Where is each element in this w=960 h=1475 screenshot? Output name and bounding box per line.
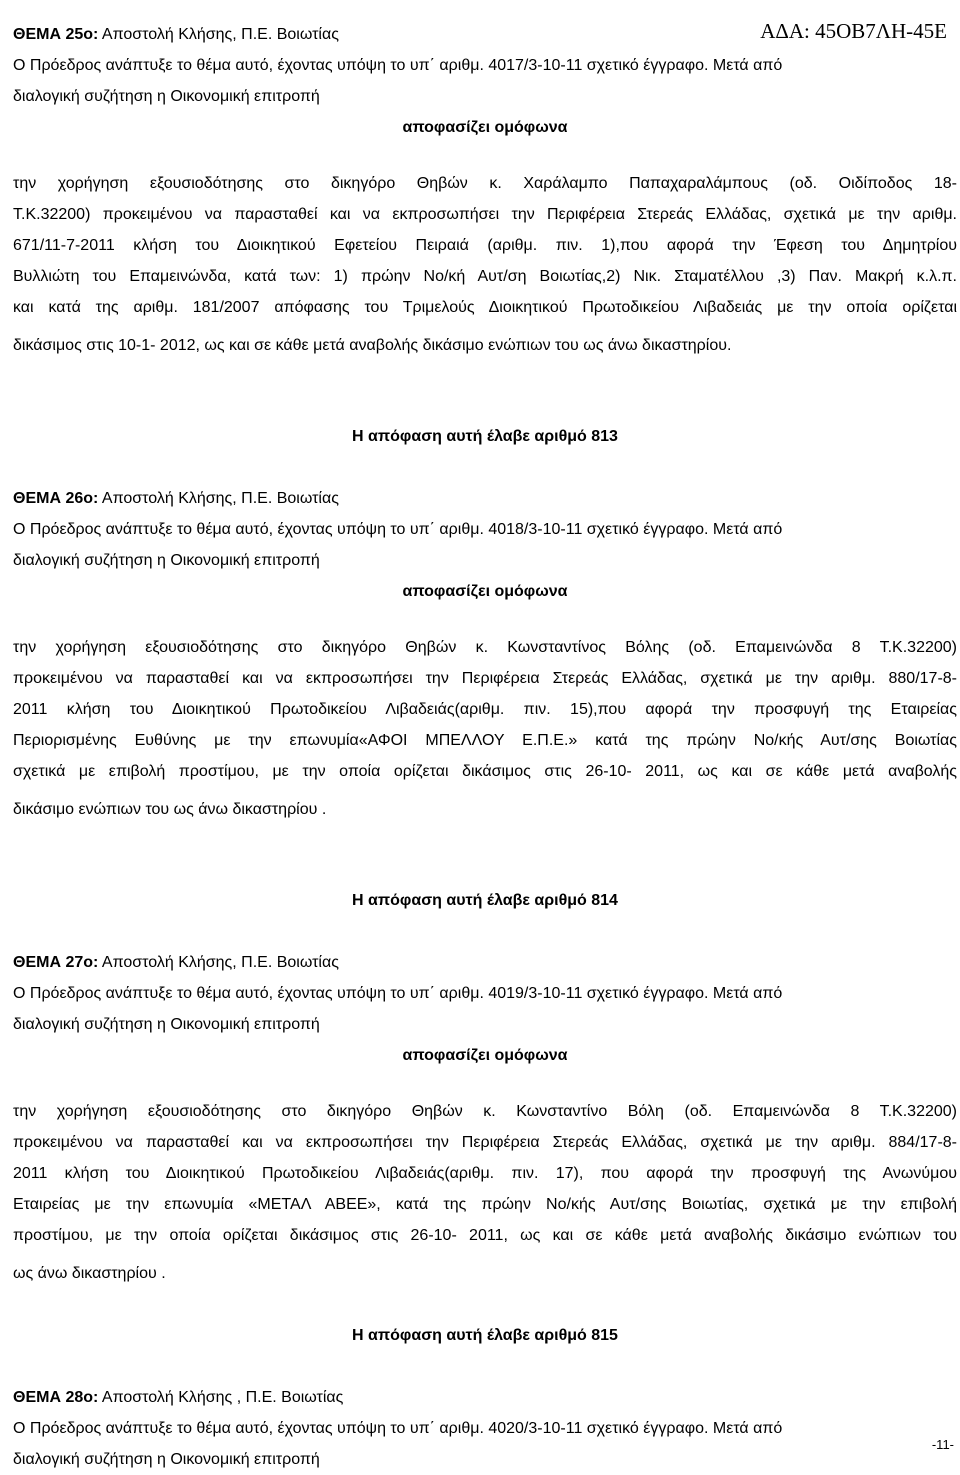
section-label: ΘΕΜΑ 28ο: [13,1389,99,1406]
intro-line: διαλογική συζήτηση η Οικονομική επιτροπή [13,1451,320,1468]
section-26 [13,483,957,947]
section-25 [13,19,957,483]
decision-number: Η απόφαση αυτή έλαβε αριθμό 815 [352,1327,618,1344]
body-line: Περιορισμένης Ευθύνης με την επωνυμία«ΑΦΟΙ ΜΠΕΛΛΟΥ Ε.Π.Ε.» κατά της πρώην Νο/κής Αυτ/σης Βοιωτίας [13,732,957,749]
section-heading [13,19,957,50]
body-line: Εταιρείας με την επωνυμία «ΜΕΤΑΛ ΑΒΕΕ», κατά της πρώην Νο/κής Αυτ/σης Βοιωτίας, σχετικά με την επιβολή [13,1196,957,1213]
decision-number: Η απόφαση αυτή έλαβε αριθμό 813 [352,428,618,445]
intro-line: Ο Πρόεδρος ανάπτυξε το θέμα αυτό, έχοντας υπόψη το υπ΄ αριθμ. 4019/3-10-11 σχετικό έγγραφο. Μετά από [13,985,783,1002]
section-subject: Αποστολή Κλήσης, Π.Ε. Βοιωτίας [98,490,339,507]
intro-line: διαλογική συζήτηση η Οικονομική επιτροπή [13,552,320,569]
body-line: ως άνω δικαστηρίου . [13,1265,166,1282]
body-line: Βυλλιώτη του Επαμεινώνδα, κατά των: 1) πρώην Νο/κή Αυτ/ση Βοιωτίας,2) Νικ. Σταματέλλου ,3) Παν. Μακρή κ.λ.π. [13,268,957,285]
body-line: δικάσιμο ενώπιων του ως άνω δικαστηρίου . [13,801,327,818]
body-line: την χορήγηση εξουσιοδότησης στο δικηγόρο Θηβών κ. Κωνσταντίνος Βόλης (οδ. Επαμεινώνδα 8 Τ.Κ.32200) [13,639,957,656]
page-number: -11- [931,1437,954,1452]
body-line: προκειμένου να παρασταθεί και να εκπροσωπήσει την Περιφέρεια Στερεάς Ελλάδας, σχετικά με την αριθμ. 884/17-8- [13,1134,957,1151]
body-line: σχετικά με επιβολή προστίμου, με την οποία ορίζεται δικάσιμος στις 26-10- 2011, ως και σε κάθε μετά αναβολής [13,763,957,780]
section-label: ΘΕΜΑ 26ο: [13,490,99,507]
body-line: 2011 κλήση του Διοικητικού Πρωτοδικείου Λιβαδειάς(αριθμ. πιν. 15),που αφορά την προσφυγή της Εταιρείας [13,701,957,718]
section-subject: Αποστολή Κλήσης, Π.Ε. Βοιωτίας [98,26,339,43]
ada-code: ΑΔΑ: 45ΟΒ7ΛΗ-45Ε [760,19,947,43]
body-line: Τ.Κ.32200) προκειμένου να παρασταθεί και να εκπροσωπήσει την Περιφέρεια Στερεάς Ελλάδας, σχετικά με την αριθμ. [13,206,957,223]
body-line: και κατά της αριθμ. 181/2007 απόφασης του Τριμελούς Διοικητικού Πρωτοδικείου Λιβαδειάς με την οποία ορίζεται [13,299,957,316]
body-line: δικάσιμος στις 10-1- 2012, ως και σε κάθε μετά αναβολής δικάσιμο ενώπιων του ως άνω δικαστηρίου. [13,337,732,354]
section-label: ΘΕΜΑ 25ο: [13,26,99,43]
body-line: 2011 κλήση του Διοικητικού Πρωτοδικείου Λιβαδειάς(αριθμ. πιν. 17), που αφορά την προσφυγή της Ανωνύμου [13,1165,957,1182]
section-label: ΘΕΜΑ 27ο: [13,954,99,971]
body-line: προστίμου, με την οποία ορίζεται δικάσιμος στις 26-10- 2011, ως και σε κάθε μετά αναβολής δικάσιμο ενώπιων του [13,1227,957,1244]
section-subject: Αποστολή Κλήσης, Π.Ε. Βοιωτίας [98,954,339,971]
body-line: προκειμένου να παρασταθεί και να εκπροσωπήσει την Περιφέρεια Στερεάς Ελλάδας, σχετικά με την αριθμ. 880/17-8- [13,670,957,687]
intro-line: διαλογική συζήτηση η Οικονομική επιτροπή [13,1016,320,1033]
body-line: την χορήγηση εξουσιοδότησης στο δικηγόρο Θηβών κ. Κωνσταντίνο Βόλη (οδ. Επαμεινώνδα 8 Τ.Κ.32200) [13,1103,957,1120]
body-line: την χορήγηση εξουσιοδότησης στο δικηγόρο Θηβών κ. Χαράλαμπο Παπαχαραλάμπους (οδ. Οιδίποδος 18- [13,175,957,192]
section-heading [13,947,957,978]
intro-line: Ο Πρόεδρος ανάπτυξε το θέμα αυτό, έχοντας υπόψη το υπ΄ αριθμ. 4017/3-10-11 σχετικό έγγραφο. Μετά από [13,57,783,74]
section-27 [13,947,957,1382]
section-subject: Αποστολή Κλήσης , Π.Ε. Βοιωτίας [98,1389,344,1406]
intro-line: Ο Πρόεδρος ανάπτυξε το θέμα αυτό, έχοντας υπόψη το υπ΄ αριθμ. 4020/3-10-11 σχετικό έγγραφο. Μετά από [13,1420,783,1437]
section-heading [13,1382,957,1413]
decision-phrase: αποφασίζει ομόφωνα [402,119,568,136]
body-line: 671/11-7-2011 κλήση του Διοικητικού Εφετείου Πειραιά (αριθμ. πιν. 1),που αφορά την Έφεση του Δημητρίου [13,237,957,254]
section-heading [13,483,957,514]
decision-phrase: αποφασίζει ομόφωνα [402,583,568,600]
document-page [13,19,957,1475]
decision-phrase: αποφασίζει ομόφωνα [402,1047,568,1064]
intro-line: Ο Πρόεδρος ανάπτυξε το θέμα αυτό, έχοντας υπόψη το υπ΄ αριθμ. 4018/3-10-11 σχετικό έγγραφο. Μετά από [13,521,783,538]
decision-number: Η απόφαση αυτή έλαβε αριθμό 814 [352,892,618,909]
intro-line: διαλογική συζήτηση η Οικονομική επιτροπή [13,88,320,105]
section-28 [13,1382,957,1475]
